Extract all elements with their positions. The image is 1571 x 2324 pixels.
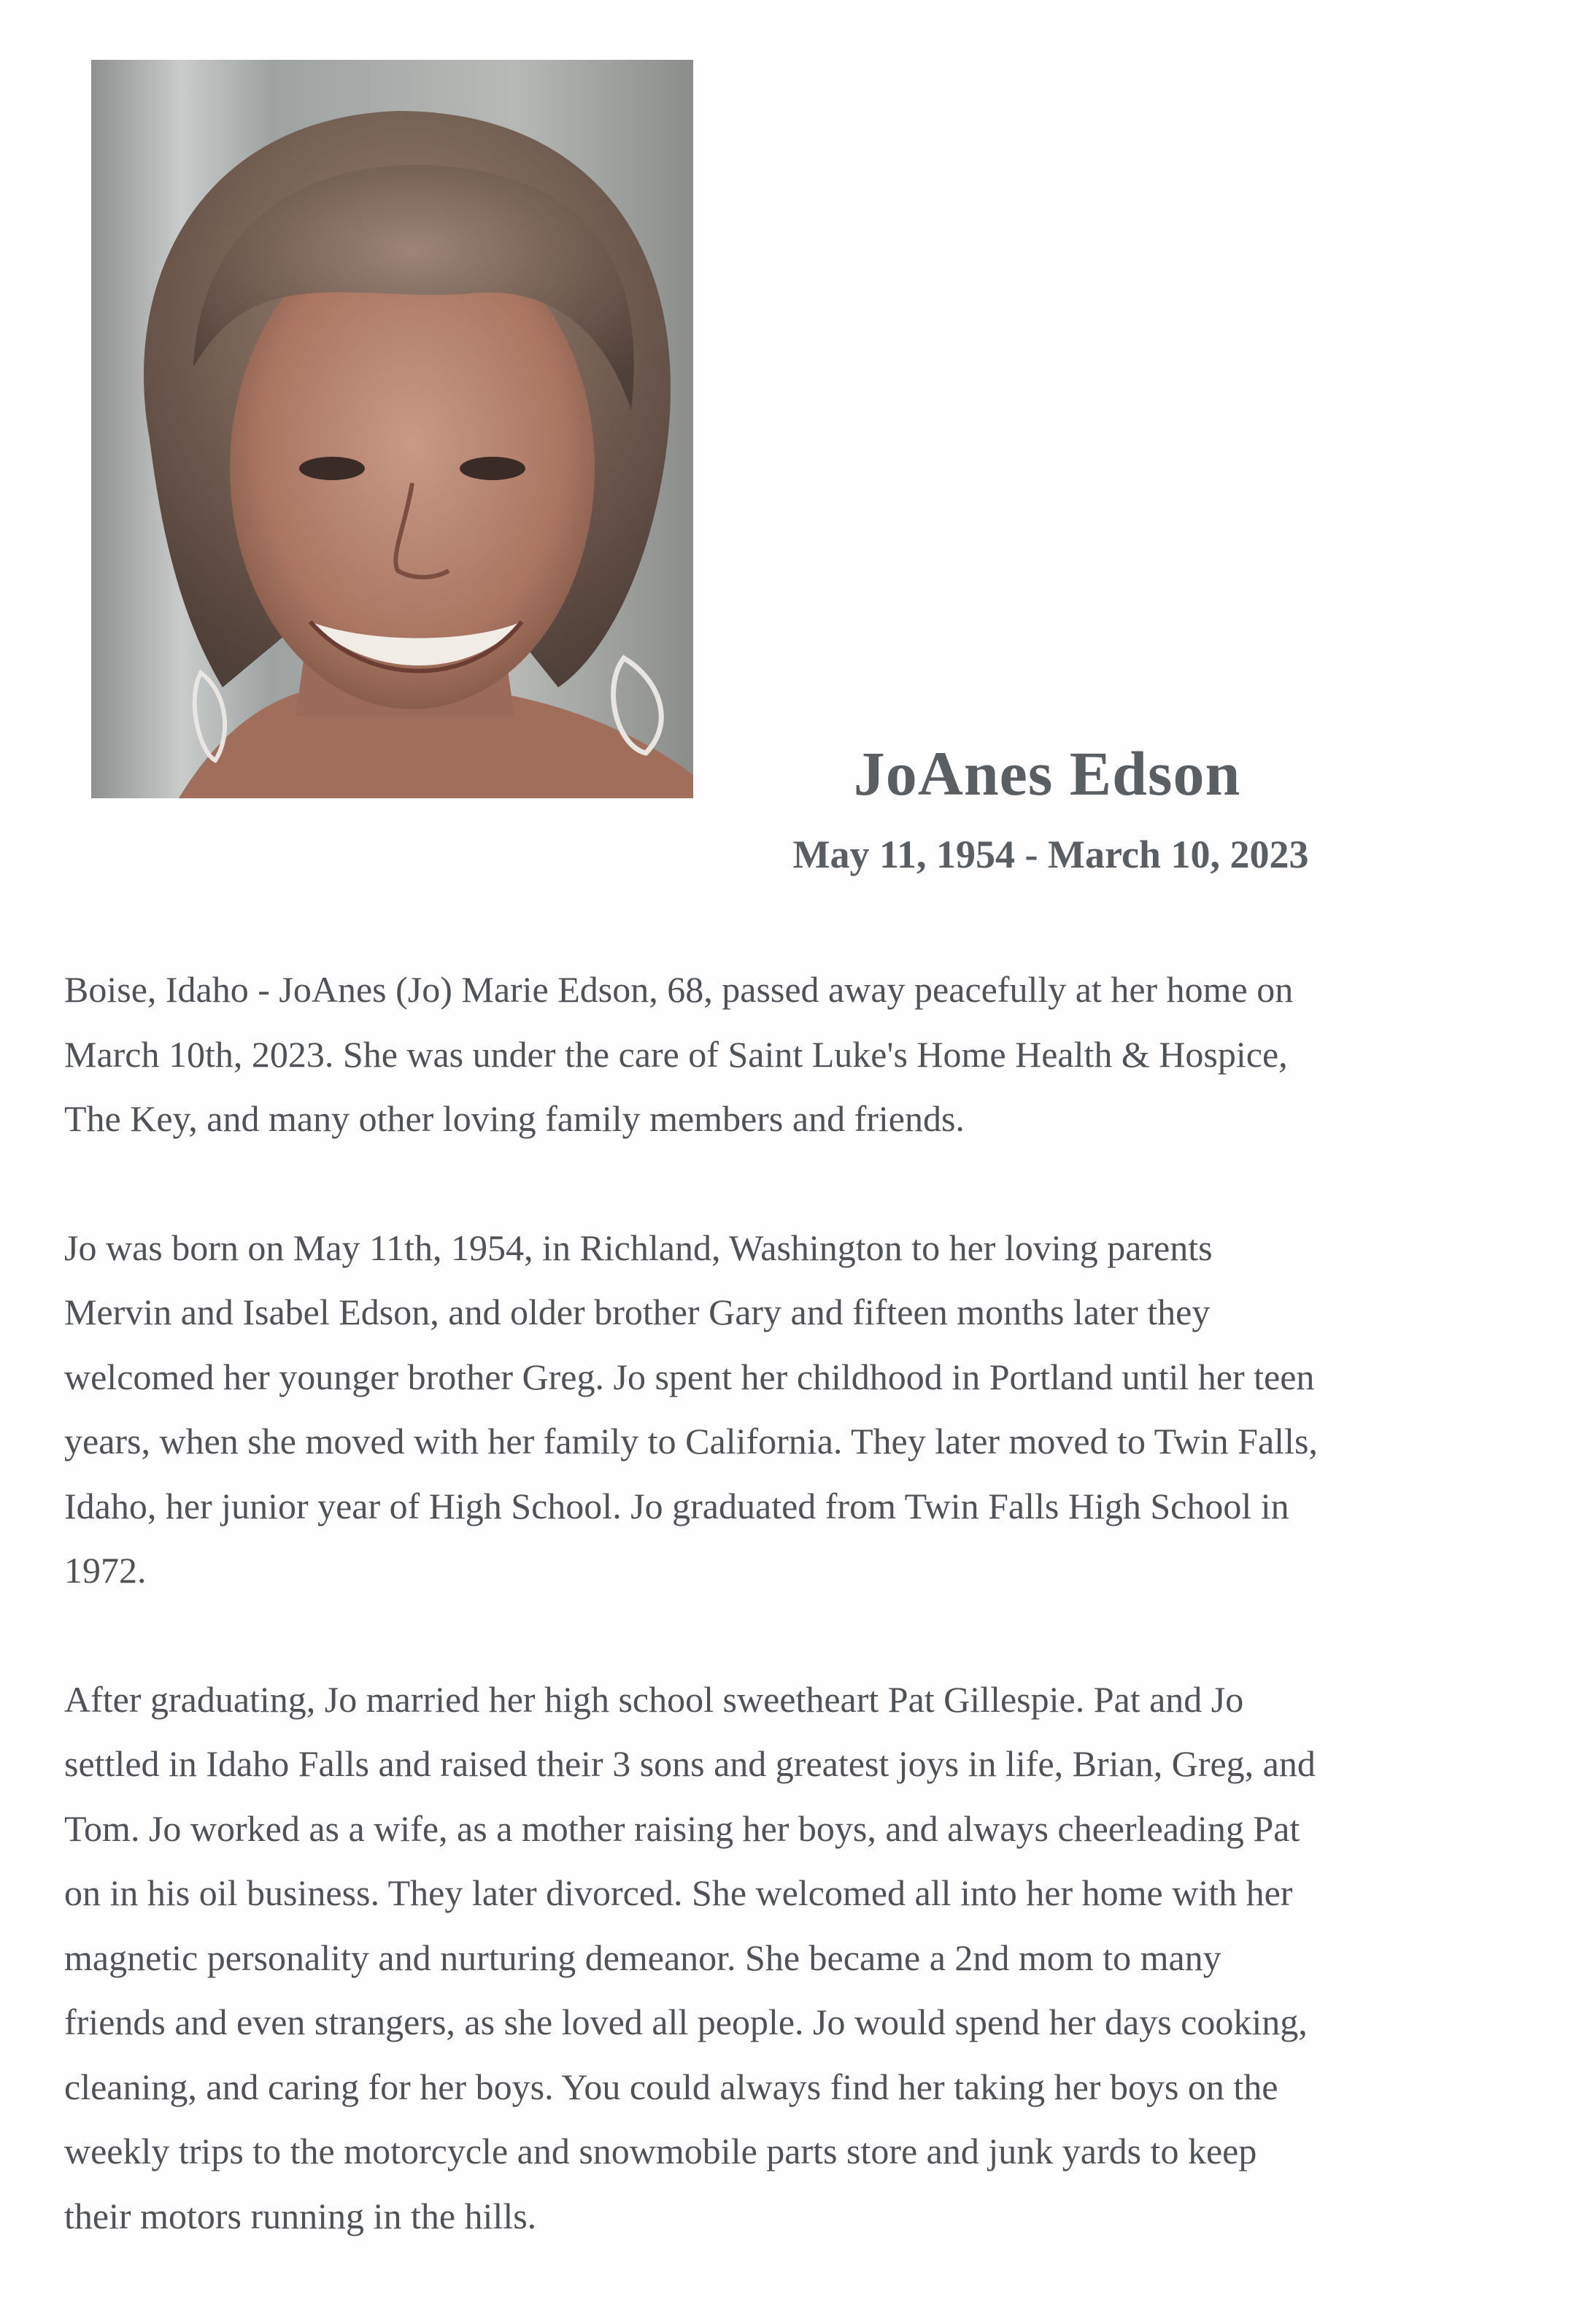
portrait-photo-icon — [91, 60, 693, 798]
paragraph-3 — [64, 1667, 1509, 2249]
paragraph-line: friends and even strangers, as she loved all people. Jo would spend her days cooking, — [64, 2001, 1308, 2042]
paragraph-2 — [64, 1216, 1509, 1603]
paragraph-1 — [64, 957, 1509, 1151]
life-dates: May 11, 1954 - March 10, 2023 — [792, 833, 1309, 876]
paragraph-line: After graduating, Jo married her high school sweetheart Pat Gillespie. Pat and Jo — [64, 1678, 1244, 1720]
paragraph-line: weekly trips to the motorcycle and snowmobile parts store and junk yards to keep — [64, 2131, 1257, 2171]
paragraph-line: years, when she moved with her family to California. They later moved to Twin Falls, — [64, 1421, 1318, 1462]
paragraph-line: settled in Idaho Falls and raised their 3 sons and greatest joys in life, Brian, Greg, and — [64, 1743, 1316, 1784]
paragraph-line: Mervin and Isabel Edson, and older brother Gary and fifteen months later they — [64, 1292, 1211, 1332]
paragraph-line: on in his oil business. They later divorced. She welcomed all into her home with her — [64, 1872, 1293, 1913]
paragraph-line: 1972. — [64, 1550, 147, 1591]
deceased-name: JoAnes Edson — [853, 738, 1241, 808]
paragraph-line: Jo was born on May 11th, 1954, in Richland, Washington to her loving parents — [64, 1227, 1213, 1268]
portrait-photo — [91, 60, 693, 798]
paragraph-line: cleaning, and caring for her boys. You could always find her taking her boys on the — [64, 2066, 1278, 2107]
obituary-body — [64, 957, 1509, 2312]
paragraph-line: Idaho, her junior year of High School. Jo graduated from Twin Falls High School in — [64, 1485, 1289, 1526]
paragraph-line: The Key, and many other loving family members and friends. — [64, 1098, 965, 1139]
paragraph-line: Boise, Idaho - JoAnes (Jo) Marie Edson, 68, passed away peacefully at her home on — [64, 969, 1294, 1010]
paragraph-line: March 10th, 2023. She was under the care of Saint Luke's Home Health & Hospice, — [64, 1033, 1288, 1075]
paragraph-line: welcomed her younger brother Greg. Jo spent her childhood in Portland until her teen — [64, 1356, 1315, 1397]
paragraph-line: Tom. Jo worked as a wife, as a mother raising her boys, and always cheerleading Pat — [64, 1807, 1300, 1849]
paragraph-line: their motors running in the hills. — [64, 2195, 537, 2236]
paragraph-line: magnetic personality and nurturing demeanor. She became a 2nd mom to many — [64, 1937, 1221, 1978]
